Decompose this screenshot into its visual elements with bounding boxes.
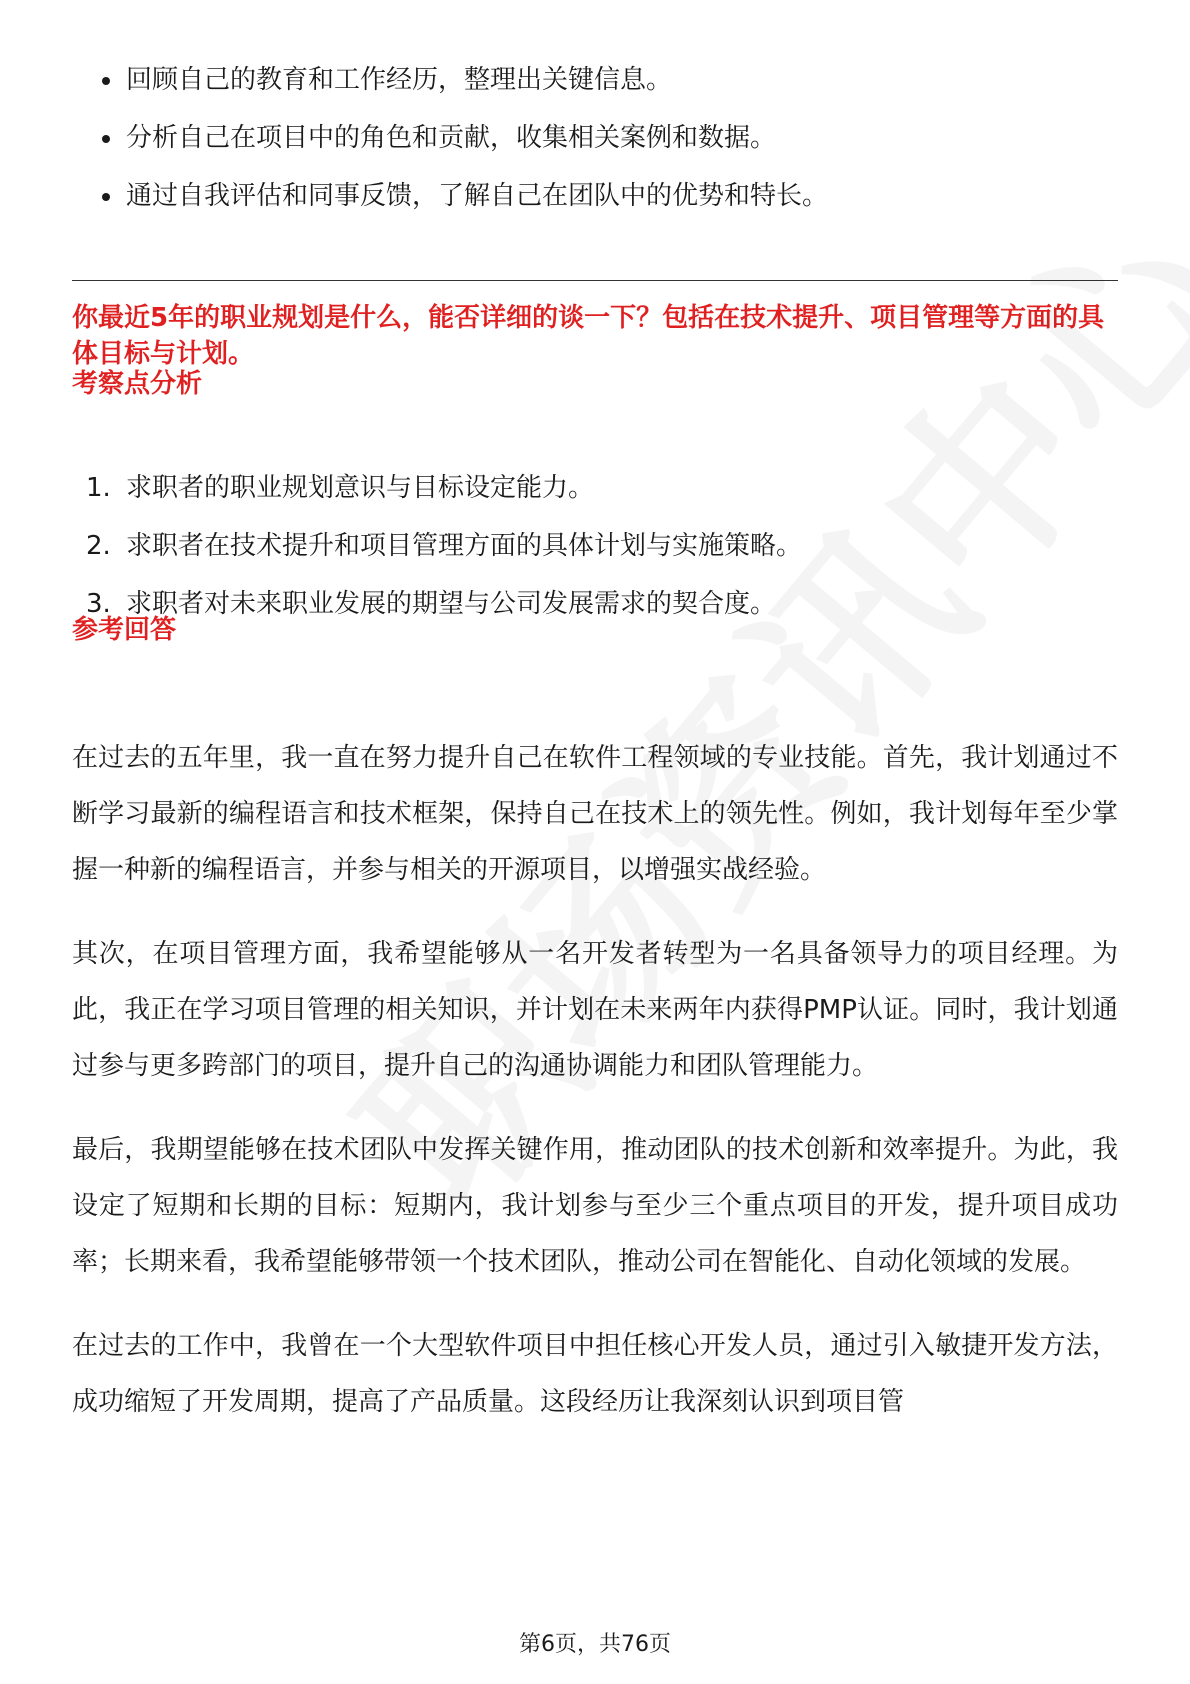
list-item: 1. 求职者的职业规划意识与目标设定能力。 xyxy=(72,470,1118,506)
answer-paragraph: 在过去的工作中，我曾在一个大型软件项目中担任核心开发人员，通过引入敏捷开发方法，成功缩短了开发周期，提高了产品质量。这段经历让我深刻认识到项目管 xyxy=(72,1331,1118,1417)
analysis-heading: 考察点分析 xyxy=(72,369,203,399)
list-item: 回顾自己的教育和工作经历，整理出关键信息。 xyxy=(72,62,1118,98)
reference-heading: 参考回答 xyxy=(72,615,177,645)
list-item: 通过自我评估和同事反馈，了解自己在团队中的优势和特长。 xyxy=(72,178,1118,214)
intro-bullet-list xyxy=(72,62,1118,236)
reference-answer xyxy=(72,730,1118,1458)
list-number: 2. xyxy=(86,531,111,561)
list-number: 3. xyxy=(86,589,111,619)
answer-paragraph: 其次，在项目管理方面，我希望能够从一名开发者转型为一名具备领导力的项目经理。为此，我正在学习项目管理的相关知识，并计划在未来两年内获得PMP认证。同时，我计划通过参与更多跨部门的项目，提升自己的沟通协调能力和团队管理能力。 xyxy=(72,939,1118,1081)
interview-question: 你最近5年的职业规划是什么，能否详细的谈一下？包括在技术提升、项目管理等方面的具体目标与计划。 xyxy=(72,303,1105,369)
list-item: 2. 求职者在技术提升和项目管理方面的具体计划与实施策略。 xyxy=(72,528,1118,564)
section-divider xyxy=(72,280,1118,281)
answer-paragraph: 最后，我期望能够在技术团队中发挥关键作用，推动团队的技术创新和效率提升。为此，我设定了短期和长期的目标：短期内，我计划参与至少三个重点项目的开发，提升项目成功率；长期来看，我希望能够带领一个技术团队，推动公司在智能化、自动化领域的发展。 xyxy=(72,1135,1118,1277)
document-page xyxy=(72,0,1118,1684)
bullet-dot-icon xyxy=(102,77,110,85)
analysis-list xyxy=(72,470,1118,644)
list-item: 分析自己在项目中的角色和贡献，收集相关案例和数据。 xyxy=(72,120,1118,156)
list-item: 3. 求职者对未来职业发展的期望与公司发展需求的契合度。 xyxy=(72,586,1118,622)
answer-paragraph: 在过去的五年里，我一直在努力提升自己在软件工程领域的专业技能。首先，我计划通过不断学习最新的编程语言和技术框架，保持自己在技术上的领先性。例如，我计划每年至少掌握一种新的编程语言，并参与相关的开源项目，以增强实战经验。 xyxy=(72,743,1118,885)
list-number: 1. xyxy=(86,473,111,503)
page-number-footer: 第6页，共76页 xyxy=(519,1632,671,1657)
bullet-dot-icon xyxy=(102,135,110,143)
bullet-dot-icon xyxy=(102,193,110,201)
